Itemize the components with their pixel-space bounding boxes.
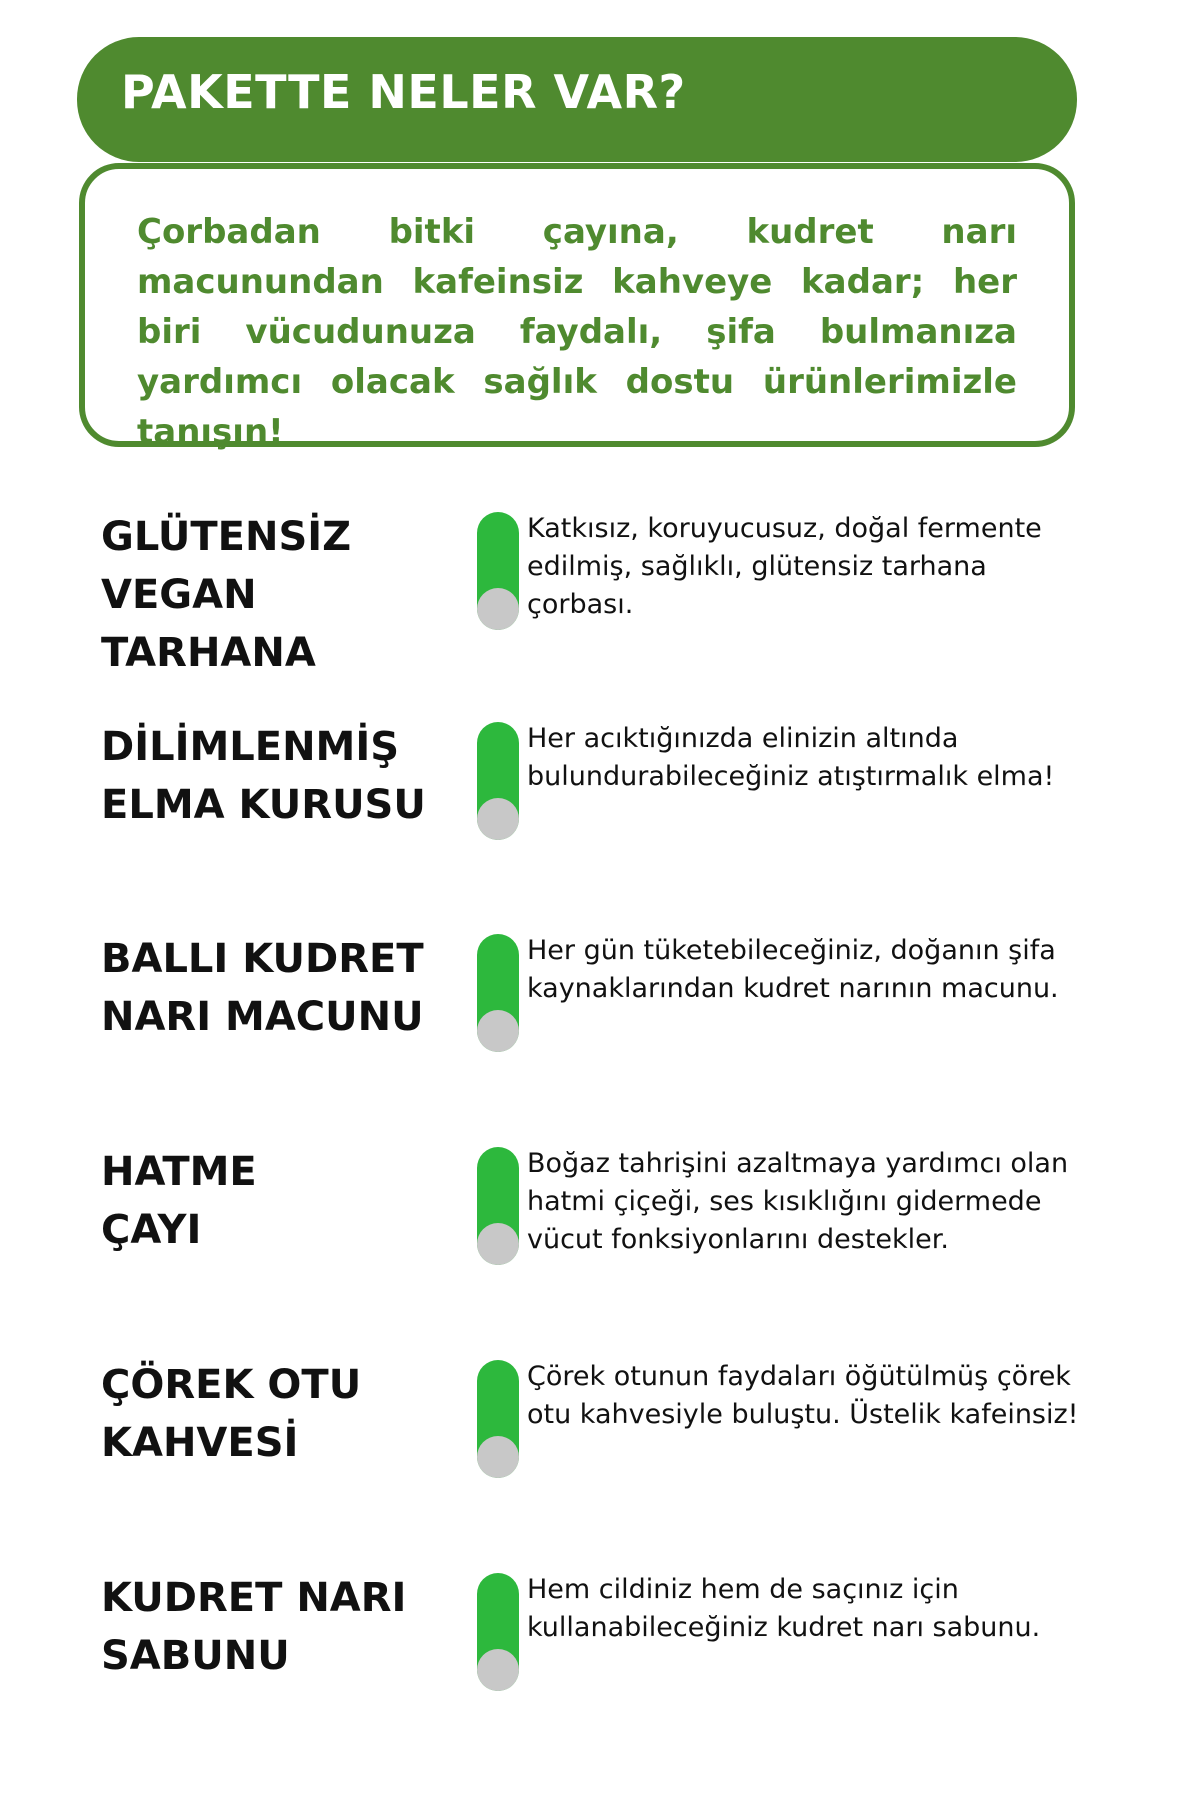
product-name: DİLİMLENMİŞ ELMA KURUSU xyxy=(101,724,426,828)
product-name: GLÜTENSİZ VEGAN TARHANA xyxy=(101,514,352,676)
toggle-icon xyxy=(477,512,519,630)
product-description: Katkısız, koruyucusuz, doğal fermente edilmiş, sağlıklı, glütensiz tarhana çorbası. xyxy=(527,513,1042,620)
product-description: Çörek otunun faydaları öğütülmüş çörek otu kahvesiyle buluştu. Üstelik kafeinsiz! xyxy=(527,1361,1079,1430)
intro-box xyxy=(79,163,1075,452)
toggle-icon xyxy=(477,934,519,1052)
product-name: BALLI KUDRET NARI MACUNU xyxy=(101,936,424,1040)
toggle-icon xyxy=(477,1573,519,1691)
product-description: Her gün tüketebileceğiniz, doğanın şifa kaynaklarından kudret narının macunu. xyxy=(527,935,1059,1004)
intro-text: Çorbadan bitki çayına, kudret narı macunundan kafeinsiz kahveye kadar; her biri vücudunuza faydalı, şifa bulmanıza yardımcı olacak sağlık dostu ürünlerimizle tanışın! xyxy=(137,212,1017,452)
product-item xyxy=(0,508,1200,676)
toggle-knob xyxy=(477,1010,519,1052)
product-item xyxy=(0,1143,1200,1303)
product-item xyxy=(0,718,1200,878)
product-description: Boğaz tahrişini azaltmaya yardımcı olan hatmi çiçeği, ses kısıklığını gidermede vücut fonksiyonlarını destekler. xyxy=(527,1148,1069,1255)
product-item xyxy=(0,1356,1200,1516)
header-bar xyxy=(77,37,1077,162)
toggle-knob xyxy=(477,1223,519,1265)
page-title: PAKETTE NELER VAR? xyxy=(121,65,686,119)
product-description: Hem cildiniz hem de saçınız için kullanabileceğiniz kudret narı sabunu. xyxy=(527,1574,1041,1643)
toggle-icon xyxy=(477,722,519,840)
toggle-knob xyxy=(477,588,519,630)
product-item xyxy=(0,1569,1200,1729)
product-name: ÇÖREK OTU KAHVESİ xyxy=(101,1362,362,1466)
product-name: KUDRET NARI SABUNU xyxy=(101,1575,407,1679)
product-description: Her acıktığınızda elinizin altında bulundurabileceğiniz atıştırmalık elma! xyxy=(527,723,1055,792)
toggle-knob xyxy=(477,798,519,840)
toggle-knob xyxy=(477,1649,519,1691)
product-name: HATME ÇAYI xyxy=(101,1149,257,1253)
product-item xyxy=(0,930,1200,1090)
toggle-icon xyxy=(477,1147,519,1265)
toggle-knob xyxy=(477,1436,519,1478)
toggle-icon xyxy=(477,1360,519,1478)
